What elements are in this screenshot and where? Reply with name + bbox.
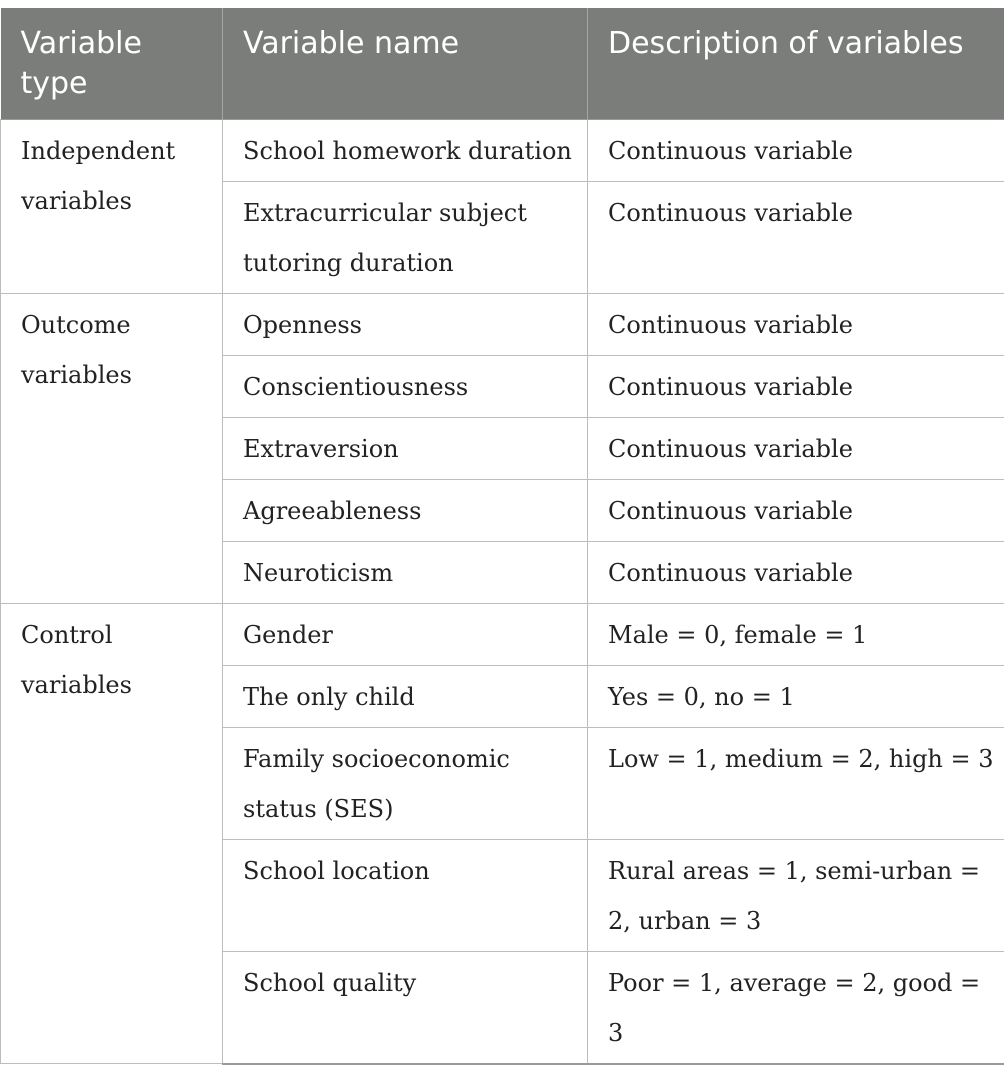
variable-name-cell: School homework duration xyxy=(223,119,588,181)
header-row xyxy=(1,8,1004,119)
variable-description-cell: Yes = 0, no = 1 xyxy=(588,665,1004,727)
table-row xyxy=(1,119,1004,181)
variable-name-cell: Conscientiousness xyxy=(223,355,588,417)
variable-description-cell: Continuous variable xyxy=(588,479,1004,541)
variable-description-cell: Low = 1, medium = 2, high = 3 xyxy=(588,727,1004,839)
variable-name-cell: School location xyxy=(223,839,588,951)
variable-description-cell: Rural areas = 1, semi-urban = 2, urban = 3 xyxy=(588,839,1004,951)
variable-description-cell: Continuous variable xyxy=(588,181,1004,293)
table-row xyxy=(1,603,1004,665)
variable-type-cell: Control variables xyxy=(1,603,223,1064)
header-variable-type: Variable type xyxy=(1,8,223,119)
variable-name-cell: The only child xyxy=(223,665,588,727)
header-variable-name: Variable name xyxy=(223,8,588,119)
variable-name-cell: Openness xyxy=(223,293,588,355)
table-body xyxy=(1,119,1004,1064)
variable-description-cell: Male = 0, female = 1 xyxy=(588,603,1004,665)
variable-description-cell: Continuous variable xyxy=(588,355,1004,417)
variables-table xyxy=(0,8,1004,1065)
variable-description-cell: Continuous variable xyxy=(588,541,1004,603)
variable-type-cell: Outcome variables xyxy=(1,293,223,603)
variable-description-cell: Continuous variable xyxy=(588,417,1004,479)
variable-name-cell: School quality xyxy=(223,951,588,1064)
header-description: Description of variables xyxy=(588,8,1004,119)
variable-name-cell: Extraversion xyxy=(223,417,588,479)
variable-name-cell: Family socioeconomic status (SES) xyxy=(223,727,588,839)
variable-description-cell: Poor = 1, average = 2, good = 3 xyxy=(588,951,1004,1064)
table-row xyxy=(1,293,1004,355)
variable-name-cell: Agreeableness xyxy=(223,479,588,541)
variable-description-cell: Continuous variable xyxy=(588,119,1004,181)
table-header xyxy=(1,8,1004,119)
variable-name-cell: Extracurricular subject tutoring duration xyxy=(223,181,588,293)
variable-name-cell: Gender xyxy=(223,603,588,665)
variable-description-cell: Continuous variable xyxy=(588,293,1004,355)
variable-type-cell: Independent variables xyxy=(1,119,223,293)
variable-name-cell: Neuroticism xyxy=(223,541,588,603)
